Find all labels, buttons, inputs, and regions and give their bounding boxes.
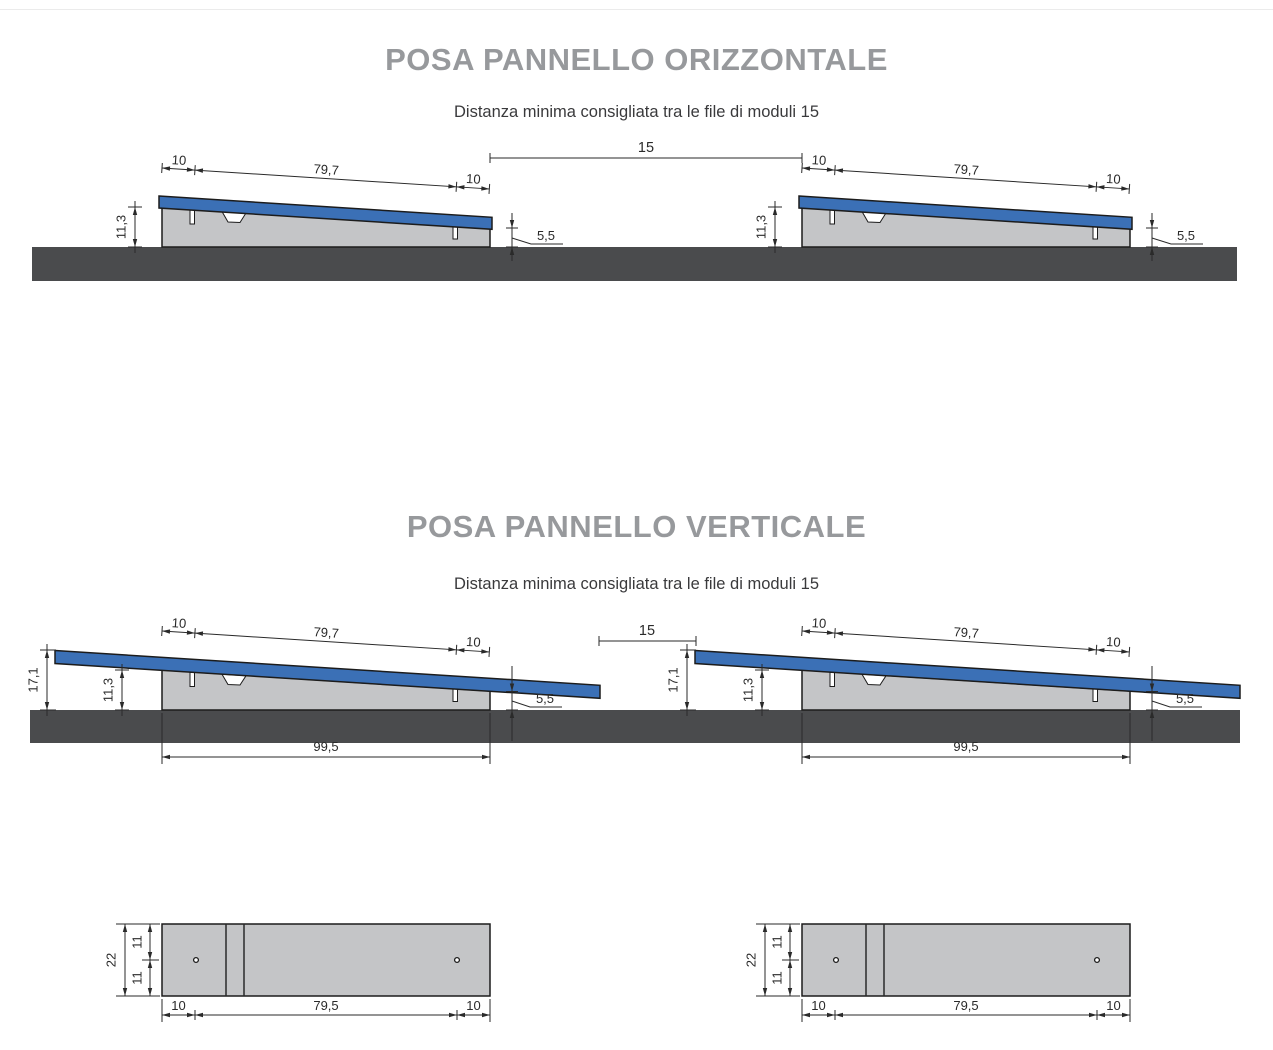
- vertical-section-title: POSA PANNELLO VERTICALE: [406, 509, 867, 544]
- ground-bar-horizontal: [32, 247, 1237, 281]
- dim-row-spacing-label-horizontal: 15: [637, 140, 655, 156]
- vertical-section-subtitle: Distanza minima consigliata tra le file di moduli 15: [454, 575, 819, 593]
- dimension-row-spacing-horizontal: [490, 140, 802, 163]
- ground-bar-vertical: [30, 710, 1240, 743]
- dimension-row-spacing-vertical: [599, 623, 696, 646]
- plan-view-left: [104, 924, 491, 1022]
- dim-row-spacing-label-vertical: 15: [638, 623, 656, 639]
- horizontal-section-subtitle: Distanza minima consigliata tra le file di moduli 15: [454, 103, 819, 121]
- horizontal-module-right: [754, 152, 1204, 261]
- horizontal-module-left: [114, 152, 564, 261]
- plan-view-right: [744, 924, 1131, 1022]
- horizontal-section-title: POSA PANNELLO ORIZZONTALE: [385, 42, 888, 77]
